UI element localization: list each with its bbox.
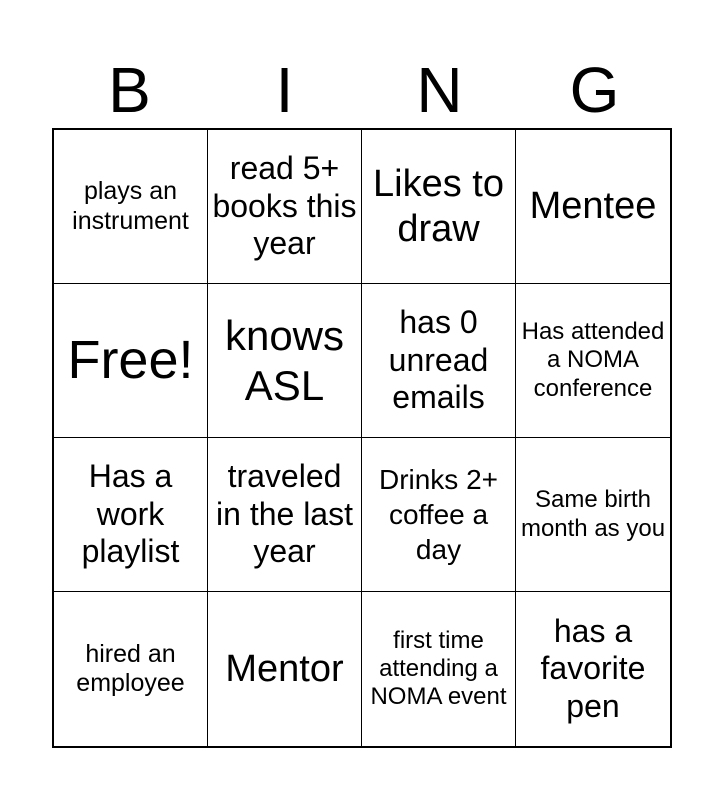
bingo-cell[interactable]: Has a work playlist [54, 438, 208, 592]
bingo-cell[interactable]: Likes to draw [362, 130, 516, 284]
bingo-cell[interactable]: read 5+ books this year [208, 130, 362, 284]
bingo-cell[interactable]: has a favorite pen [540, 612, 646, 724]
header-letter-n: N [416, 54, 463, 126]
bingo-cell[interactable]: Mentee [516, 130, 670, 284]
header-letter-b: B [108, 54, 151, 126]
bingo-cell[interactable]: plays an instrument [54, 130, 208, 284]
bingo-cell[interactable]: Drinks 2+ coffee a day [362, 438, 516, 592]
bingo-cell[interactable]: first time attending a NOMA event [362, 592, 516, 746]
bingo-card [52, 128, 672, 748]
bingo-cell[interactable]: knows ASL [208, 284, 362, 438]
bingo-cell[interactable]: traveled in the last year [208, 438, 362, 592]
bingo-cell[interactable]: hired an employee [54, 592, 208, 746]
bingo-cell[interactable]: Same birth month as you [516, 438, 670, 592]
free-space-cell[interactable]: Free! [54, 284, 208, 438]
bingo-cell[interactable]: has 0 unread emails [362, 284, 516, 438]
header-letter-g: G [569, 54, 620, 126]
header-letter-i: I [275, 54, 294, 126]
bingo-cell[interactable]: Has attended a NOMA conference [516, 284, 670, 438]
bingo-header [52, 52, 672, 128]
bingo-cell[interactable]: Mentor [208, 592, 362, 746]
